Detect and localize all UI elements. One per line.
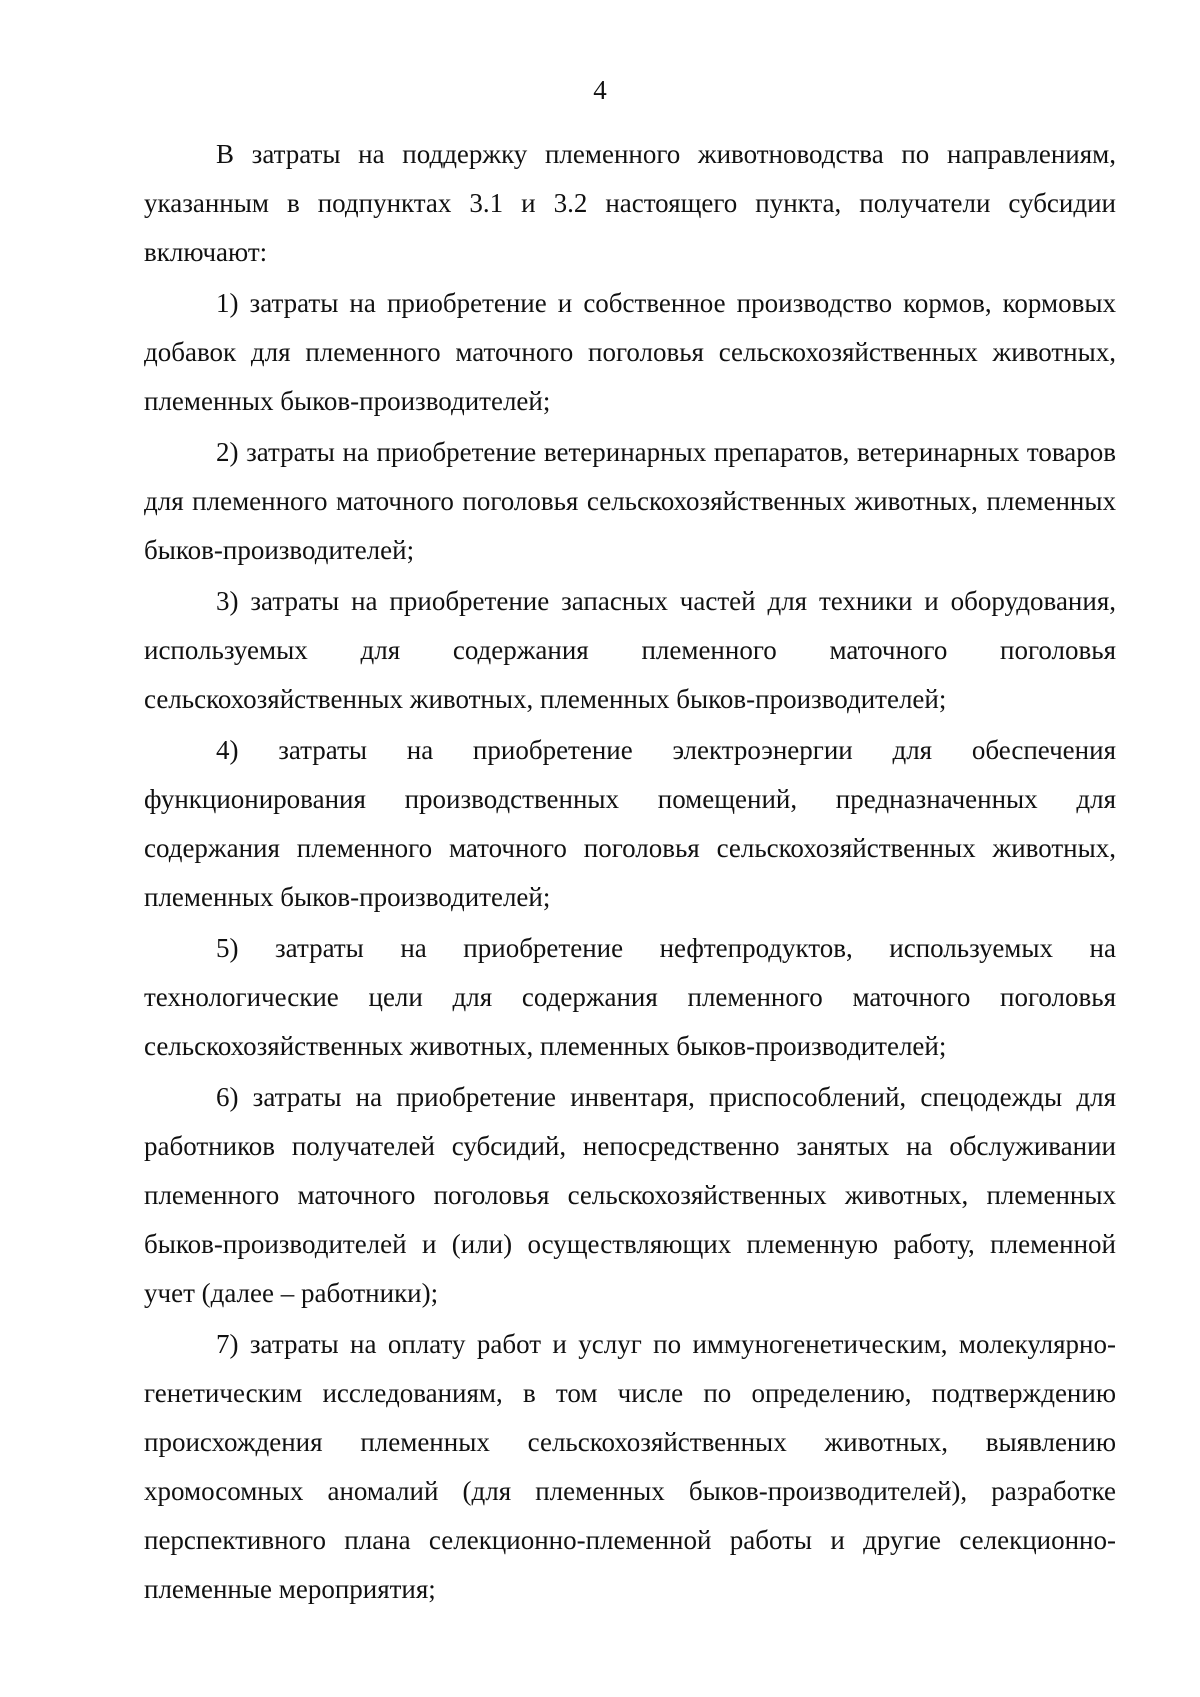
list-item-6: 6) затраты на приобретение инвентаря, приспособлений, спецодежды для работников получателей субсидий, непосредственно занятых на обслуживании племенного маточного поголовья сельскохозяйственных животных, племенных быков-производителей и (или) осуществляющих племенную работу, племенной учет (далее – работники);	[144, 1082, 1116, 1308]
list-item-5: 5) затраты на приобретение нефтепродуктов, используемых на технологические цели для содержания племенного маточного поголовья сельскохозяйственных животных, племенных быков-производителей;	[144, 933, 1116, 1061]
intro-paragraph: В затраты на поддержку племенного животноводства по направлениям, указанным в подпунктах 3.1 и 3.2 настоящего пункта, получатели субсидии включают:	[144, 139, 1116, 267]
list-item-1: 1) затраты на приобретение и собственное производство кормов, кормовых добавок для племенного маточного поголовья сельскохозяйственных животных, племенных быков-производителей;	[144, 288, 1116, 416]
list-item-4: 4) затраты на приобретение электроэнергии для обеспечения функционирования производственных помещений, предназначенных для содержания племенного маточного поголовья сельскохозяйственных животных, племенных быков-производителей;	[144, 735, 1116, 912]
document-body	[144, 130, 1116, 1616]
list-item-3: 3) затраты на приобретение запасных частей для техники и оборудования, используемых для содержания племенного маточного поголовья сельскохозяйственных животных, племенных быков-производителей;	[144, 586, 1116, 714]
page-number: 4	[593, 75, 607, 105]
list-item-7: 7) затраты на оплату работ и услуг по иммуногенетическим, молекулярно-генетическим исследованиям, в том числе по определению, подтверждению происхождения племенных сельскохозяйственных животных, выявлению хромосомных аномалий (для племенных быков-производителей), разработке перспективного плана селекционно-племенной работы и другие селекционно-племенные мероприятия;	[144, 1329, 1116, 1604]
list-item-2: 2) затраты на приобретение ветеринарных препаратов, ветеринарных товаров для племенного маточного поголовья сельскохозяйственных животных, племенных быков-производителей;	[144, 437, 1116, 565]
